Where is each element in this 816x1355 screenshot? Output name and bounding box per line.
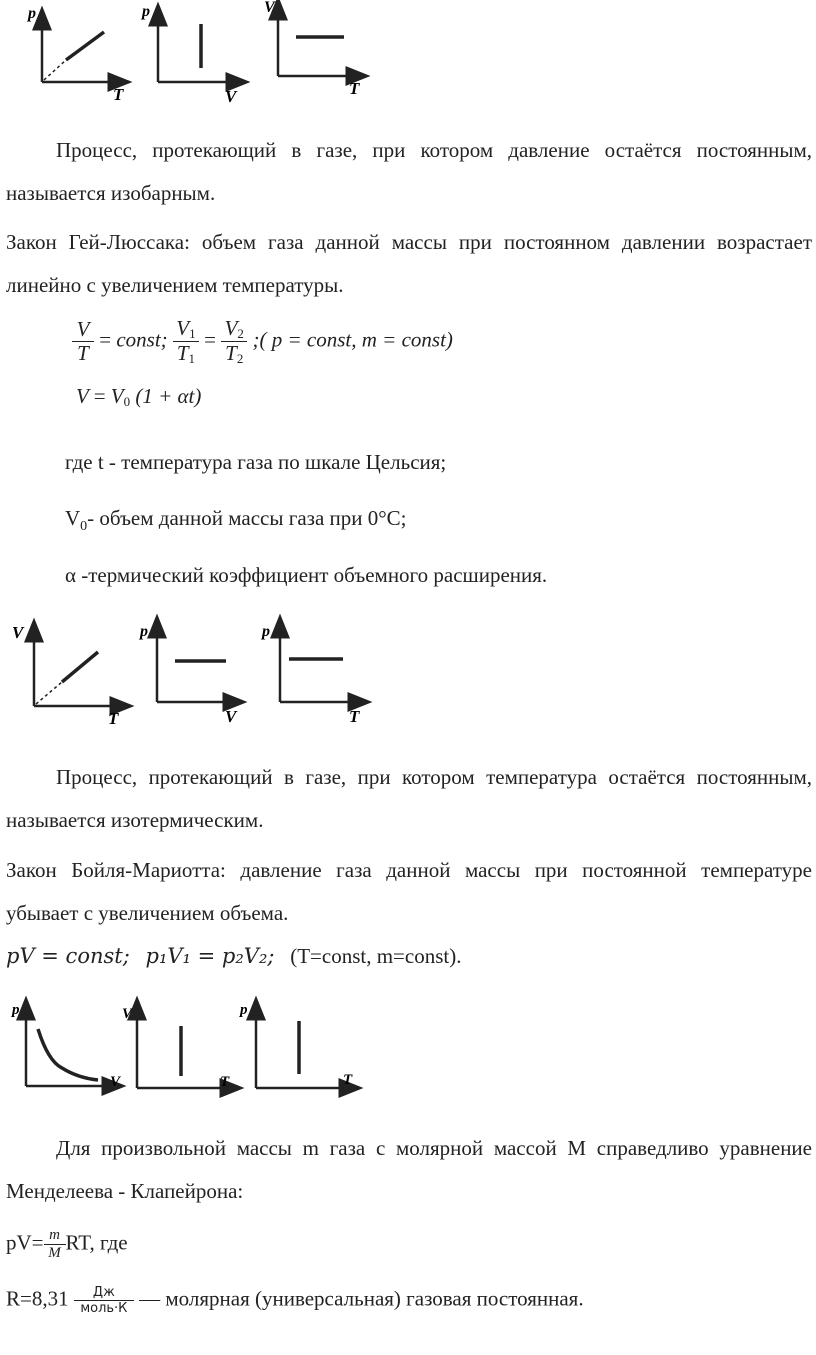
graph-row1: [0, 0, 400, 110]
clapeyron-equation: pV= $\frac{m}{M}$ RT, где: [6, 1227, 128, 1261]
graph-row2: [0, 612, 400, 732]
svg-text:p: p: [240, 1002, 248, 1018]
boyle-mariotte-law: Закон Бойля-Мариотта: давление газа данной массы при постоянной температуре убывает с увеличением объема.: [6, 858, 812, 925]
svg-text:V: V: [12, 623, 24, 642]
svg-text:V: V: [225, 707, 237, 726]
graphs-row1-svg: [0, 0, 400, 110]
graph-p-V-1: [140, 3, 238, 106]
where-v0: $V_0-$ объем данной массы газа при 0°С;: [65, 506, 407, 535]
graph-p-T-2: [260, 623, 360, 726]
svg-text:T: T: [113, 85, 124, 104]
where-alpha: α -термический коэффициент объемного расширения.: [65, 563, 548, 587]
graph-p-V-isotherm: [10, 1002, 122, 1090]
isothermal-definition: Процесс, протекающий в газе, при котором температура остаётся постоянным, называется изотермическим.: [6, 765, 812, 832]
svg-text:p: p: [28, 5, 36, 22]
graph-V-T-2: [12, 623, 122, 728]
graph-p-T-isotherm: [238, 1002, 353, 1088]
graphs-row2-svg: [0, 612, 400, 732]
clapeyron-intro: Для произвольной массы m газа с молярной массой M справедливо уравнение Менделеева - Клапейрона:: [6, 1136, 812, 1203]
linear-expansion-formula: $V = V_0$ (1 + αt): [76, 384, 202, 409]
graphs-row3-svg: [0, 996, 400, 1106]
svg-text:p: p: [142, 3, 150, 20]
svg-text:T: T: [220, 1074, 230, 1090]
svg-text:T: T: [108, 709, 119, 728]
graph-V-T-isotherm: [122, 1006, 232, 1090]
svg-text:T: T: [343, 1072, 353, 1088]
svg-text:V: V: [225, 87, 237, 106]
gay-lussac-law: Закон Гей-Люссака: объем газа данной массы при постоянном давлении возрастает линейно с увеличением температуры.: [6, 230, 812, 297]
graph-row3: [0, 996, 400, 1106]
svg-text:V: V: [264, 0, 275, 16]
svg-text:V: V: [110, 1074, 121, 1090]
svg-text:T: T: [349, 79, 360, 98]
svg-text:T: T: [349, 707, 360, 726]
svg-text:V: V: [122, 1006, 133, 1022]
graph-p-T-1: [26, 5, 124, 104]
graph-V-T-1: [264, 0, 360, 98]
graph-p-V-2: [138, 623, 238, 726]
svg-text:p: p: [262, 623, 270, 640]
svg-text:p: p: [140, 623, 148, 640]
gas-constant: R=8,31 $\frac{Дж}{\text{моль·К}}$ — молярная (универсальная) газовая постоянная.: [6, 1285, 584, 1316]
boyle-mariotte-formula: pV = const; p₁V₁ = p₂V₂; (T=const, m=const).: [6, 944, 462, 968]
isobaric-definition: Процесс, протекающий в газе, при котором давление остаётся постоянным, называется изобарным.: [6, 138, 812, 205]
where-t: где t - температура газа по шкале Цельсия;: [65, 450, 447, 474]
svg-text:p: p: [12, 1002, 20, 1018]
gay-lussac-formula: $\frac{V}{T}$ = const; $\frac{V_1}{T_1}$ = $\frac{V_2}{T_2}$ ;( p = const, m = const): [72, 318, 453, 365]
